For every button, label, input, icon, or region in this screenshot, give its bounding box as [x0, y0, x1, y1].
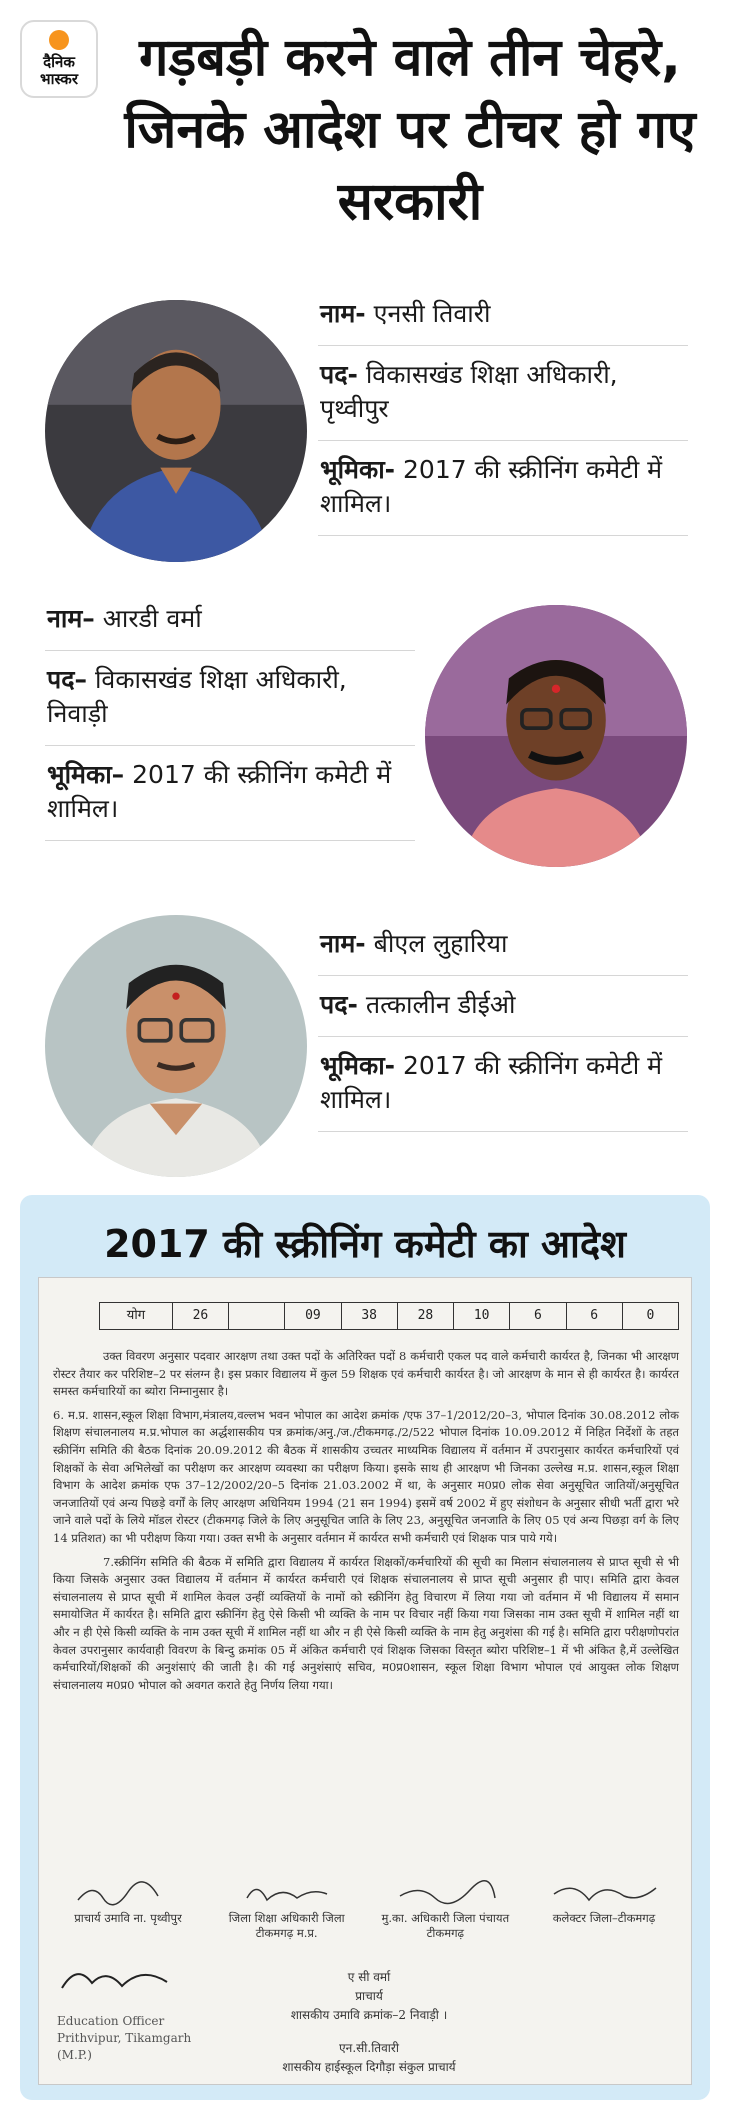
table-cell: 6: [566, 1303, 622, 1329]
post-row: [318, 346, 688, 441]
table-cell: योग: [126, 1308, 146, 1323]
name-key: नाम-: [320, 929, 366, 958]
sign-footer-name: एन.सी.तिवारी: [339, 2041, 399, 2055]
portrait-icon: [45, 915, 307, 1177]
name-value: आरडी वर्मा: [102, 604, 202, 633]
role-value: 2017 की स्क्रीनिंग कमेटी में शामिल।: [320, 1051, 663, 1114]
signature-block: [212, 1878, 362, 1941]
signature-scribble-icon: [385, 1878, 505, 1908]
role-value: 2017 की स्क्रीनिंग कमेटी में शामिल।: [320, 455, 663, 518]
signature-label: मु.का. अधिकारी जिला पंचायत टीकमगढ़: [381, 1911, 510, 1940]
document-body: [53, 1348, 679, 1700]
post-value: विकासखंड शिक्षा अधिकारी, निवाड़ी: [47, 665, 347, 728]
sun-icon: [49, 30, 69, 50]
principal-title: प्राचार्य: [355, 1989, 383, 2003]
signature-label: जिला शिक्षा अधिकारी जिला टीकमगढ़ म.प्र.: [228, 1911, 345, 1940]
table-cell: 6: [509, 1303, 565, 1329]
signature-scribble-icon: [227, 1878, 347, 1908]
info-nc-tiwari: [318, 285, 688, 536]
screening-order-section: [20, 1195, 710, 2100]
table-cell: 26: [172, 1303, 228, 1329]
signature-row: [53, 1878, 679, 1941]
signature-scribble-icon: [544, 1878, 664, 1908]
order-title: 2017 की स्क्रीनिंग कमेटी का आदेश: [104, 1222, 626, 1266]
info-bl-luhariya: [318, 915, 688, 1132]
name-key: नाम-: [320, 299, 366, 328]
role-value: 2017 की स्क्रीनिंग कमेटी में शामिल।: [47, 760, 392, 823]
role-key: भूमिका-: [320, 455, 396, 484]
headline: गड़बड़ी करने वाले तीन चेहरे, जिनके आदेश पर टीचर हो गए सरकारी: [124, 28, 696, 232]
document-footer: शासकीय हाईस्कूल दिगौड़ा संकुल प्राचार्य: [282, 2060, 456, 2074]
avatar-bl-luhariya: [45, 915, 307, 1177]
name-value: बीएल लुहारिया: [373, 929, 508, 958]
paragraph-7: 7.स्क्रीनिंग समिति की बैठक में समिति द्वारा विद्यालय में कार्यरत शिक्षकों/कर्मचारियों की सूची का मिलान संचालनालय से प्राप्त सूची से भी किया जिसके अनुसार उक्त विद्यालय में वर्तमान में कार्यरत कर्मचारी एवं शिक्षक संचालनालय से प्राप्त सूची अनुसार ही पाए। समिति द्वारा केवल संचालनालय से प्राप्त सूची में शामिल केवल उन्हीं व्यक्तियों के नामों को स्क्रीनिंग हेतु विचारण में लिया गया जो वर्तमान में भी विद्यालय में समान समायोजित में कार्यरत है। समिति द्वारा स्क्रीनिंग हेतु ऐसे किसी भी व्यक्ति के नाम पर विचार नहीं किया गया जिसका नाम उक्त सूची में शामिल नहीं था और न ही ऐसे किसी व्यक्ति के नाम उक्त सूची में शामिल नहीं था और न ही ऐसे किसी व्यक्ति के नाम हेतु अनुशंसा की गई है। समिति द्वारा परीक्षणोपरांत केवल उपरानुसार कार्यवाही विवरण के बिन्दु क्रमांक 05 में अंकित कर्मचारी एवं शिक्षक जिसका विस्तृत ब्योरा परिशिष्ट–1 में भी अंकित है,में उल्लेखित कर्मचारियों/शिक्षकों की अनुशंसाएं की जाती है। की गई अनुशंसाएं सचिव, म0प्र0शासन, स्कूल शिक्षा विभाग भोपाल एवं आयुक्त लोक शिक्षण संचालनालय म0प्र0 भोपाल को अवगत कराते हेतु निर्णय लिया गया।: [53, 1554, 679, 1692]
signature-label: प्राचार्य उमावि ना. पृथ्वीपुर: [74, 1911, 182, 1925]
info-rd-verma: [45, 590, 415, 841]
signature-block: [370, 1878, 520, 1941]
table-cell: 0: [622, 1303, 678, 1329]
name-row: [45, 590, 415, 651]
portrait-icon: [425, 605, 687, 867]
post-row: [318, 976, 688, 1037]
table-cell: 28: [397, 1303, 453, 1329]
name-row: [318, 915, 688, 976]
role-key: भूमिका–: [47, 760, 125, 789]
logo-line-1: दैनिक: [43, 53, 75, 71]
name-value: एनसी तिवारी: [373, 299, 491, 328]
avatar-nc-tiwari: [45, 300, 307, 562]
signature-block: [53, 1878, 203, 1941]
principal-signature: [219, 1968, 519, 2077]
signature-block: [529, 1878, 679, 1941]
post-value: विकासखंड शिक्षा अधिकारी, पृथ्वीपुर: [320, 360, 618, 423]
role-row: [318, 1037, 688, 1132]
role-row: [45, 746, 415, 841]
role-row: [318, 441, 688, 536]
table-cell: [228, 1303, 284, 1329]
signature-label: कलेक्टर जिला–टीकमगढ़: [552, 1911, 656, 1925]
post-key: पद-: [320, 360, 358, 389]
post-value: तत्कालीन डीईओ: [365, 990, 516, 1019]
role-key: भूमिका-: [320, 1051, 396, 1080]
paragraph-6: 6. म.प्र. शासन,स्कूल शिक्षा विभाग,मंत्रालय,वल्लभ भवन भोपाल का आदेश क्रमांक /एफ 37–1/2012/20–3, भोपाल दिनांक 30.08.2012 लोक शिक्षण संचालनालय म.प्र.भोपाल का अर्द्धशासकीय पत्र क्रमांक/अनु./ज./टीकमगढ़./2/522 भोपाल दिनांक 10.09.2012 में निहित निर्देशों के तहत स्क्रीनिंग समिति की बैठक दिनांक 20.09.2012 की बैठक में शासकीय उच्चतर माध्यमिक विद्यालय में वर्तमान में उपरानुसार कार्यरत कर्मचारियों एवं शिक्षकों के सेवा अभिलेखों का परीक्षण कर आरक्षण व्यवस्था का परीक्षण किया। इसके साथ ही आरक्षण भी जिनका उल्लेख म.प्र. शासन,स्कूल शिक्षा विभाग के आदेश क्रमांक एफ 37–12/2002/20–5 दिनांक 21.03.2002 में था, के अनुसार म0प्र0 लोक सेवा अनुसूचित जातियों/अनुसूचित जनजातियों एवं अन्य पिछड़े वर्गों के लिए आरक्षण अधिनियम 1994 (21 सन 1994) इसमें वर्ष 2002 में हुए संशोधन के अनुसार सीधी भर्ती द्वारा भरे जाने वाले पदों के लिये मॉडल रोस्टर (टीकमगढ़ जिले के लिए अनुसूचित जाति के लिए 23, अनुसूचित जनजाति के लिए 05 एवं अन्य पिछड़ा वर्ग के लिए 14 प्रतिशत) का भी परीक्षण किया गया। उक्त सभी के अनुसार वर्तमान में कार्यरत सभी कर्मचारी एवं शिक्षक पात्र पाये गये।: [53, 1407, 679, 1545]
avatar-rd-verma: [425, 605, 687, 867]
table-cell: 09: [284, 1303, 340, 1329]
order-document-scan: [38, 1277, 692, 2085]
dainik-bhaskar-logo: [20, 20, 98, 98]
principal-name: ए सी वर्मा: [347, 1970, 391, 1984]
handwritten-signature-icon: [57, 1958, 197, 1998]
name-key: नाम–: [47, 604, 95, 633]
signature-scribble-icon: [68, 1878, 188, 1908]
logo-line-2: भास्कर: [40, 70, 78, 88]
post-row: [45, 651, 415, 746]
post-key: पद–: [47, 665, 87, 694]
total-table: [99, 1302, 679, 1330]
principal-school: शासकीय उमावि क्रमांक–2 निवाड़ी ।: [290, 2008, 448, 2022]
name-row: [318, 285, 688, 346]
table-cell: 38: [341, 1303, 397, 1329]
portrait-icon: [45, 300, 307, 562]
education-officer-stamp: Education Officer Prithvipur, Tikamgarh (M.P.): [57, 2014, 192, 2062]
paragraph-1: उक्त विवरण अनुसार पदवार आरक्षण तथा उक्त पदों के अतिरिक्त पदों 8 कर्मचारी एकल पद वाले कर्मचारी कार्यरत है, जिनका भी आरक्षण रोस्टर तैयार कर परिशिष्ट–2 पर संलग्न है। इस प्रकार विद्यालय में कुल 59 शिक्षक एवं कर्मचारी कार्यरत है। जो आरक्षण के मान से ही कार्यरत है। कार्यरत समस्त कर्मचारियों का ब्योरा निम्नानुसार है।: [53, 1349, 679, 1399]
post-key: पद-: [320, 990, 358, 1019]
table-cell: 10: [453, 1303, 509, 1329]
